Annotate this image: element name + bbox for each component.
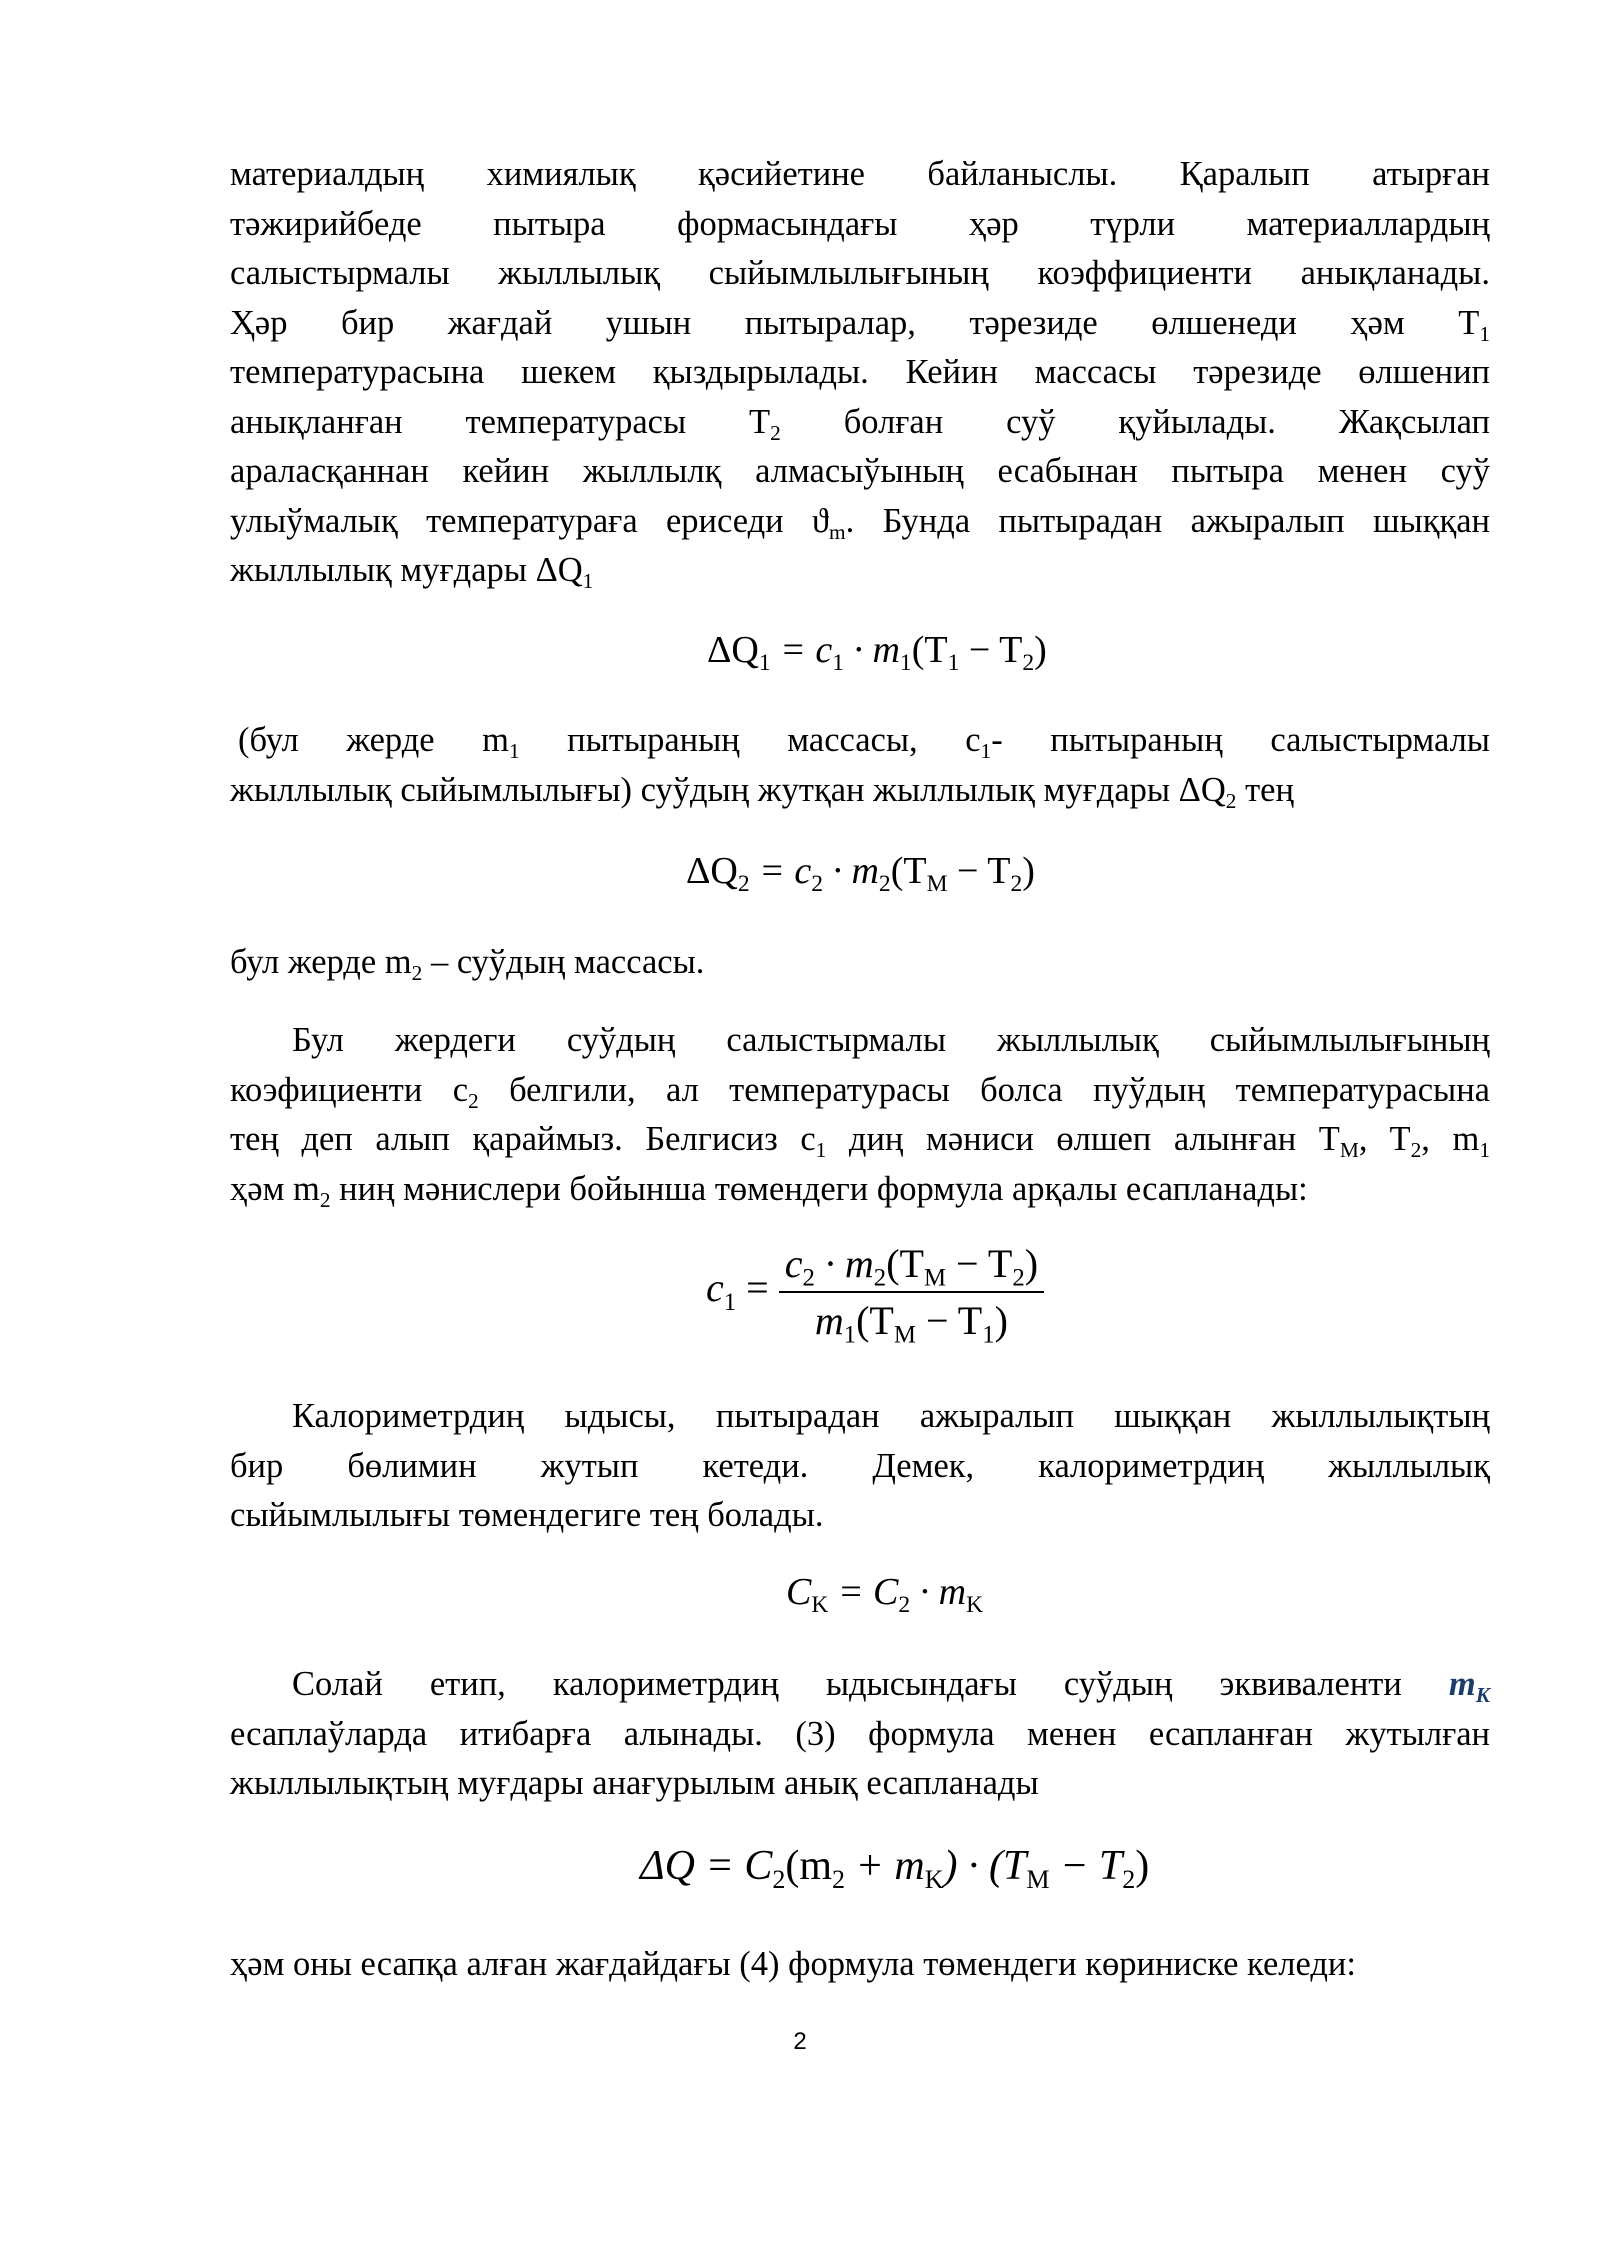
text-line: Ҳәр бир жағдай ушын пытыралар, тәрезиде өлшенеди ҳәм $T_1$ bbox=[230, 303, 1490, 346]
formula-c1: $c_1$ = $\frac{c_2 \cdot m_2(T_M - T_2)}{m_1(T_M - T_1)}$ bbox=[706, 1240, 1044, 1344]
text-line: Бул жердеги суўдың салыстырмалы жыллылық сыйымлылығының bbox=[292, 1021, 1490, 1059]
text-line: сыйымлылығы төмендегиге тең болады. bbox=[230, 1496, 824, 1534]
text-line: тәжирийбеде пытыра формасындағы ҳәр түрли материаллардың bbox=[230, 204, 1490, 243]
text-line: бул жерде $m_2$ – суўдың массасы. bbox=[230, 943, 705, 985]
paragraph-definitions bbox=[230, 716, 1490, 815]
paragraph-specific-heat bbox=[230, 1016, 1490, 1214]
formula-heat-q2: $\Delta Q_2 = c_2 \cdot m_2(T_M - T_2)$ bbox=[686, 850, 1035, 898]
text-line: ҳәм $m_2$ ниң мәнислери бойынша төмендеги формула арқалы есапланады: bbox=[230, 1169, 1308, 1212]
paragraph-water-equivalent bbox=[230, 1660, 1490, 1809]
text-line: жыллылық муғдары $\Delta Q_1$ bbox=[230, 551, 594, 593]
fraction-numerator: $c_2 \cdot m_2(T_M - T_2)$ bbox=[779, 1240, 1044, 1293]
text-line: салыстырмалы жыллылық сыйымлылығының коэффициенти анықланады. bbox=[230, 254, 1490, 292]
text-line: Солай етип, калориметрдиң ыдысындағы суўдың эквиваленти $m_K$ bbox=[292, 1665, 1490, 1707]
text-line: (бул жерде $m_1$ пытыраның массасы, $c_1-$ пытыраның салыстырмалы bbox=[238, 721, 1490, 763]
fraction-denominator: $m_1(T_M - T_1)$ bbox=[814, 1298, 1008, 1349]
text-line: тең деп алып қараймыз. Белгисиз $c_1$ диң мәниси өлшеп алынған $T_M$, $T_2$, $m_1$ bbox=[230, 1120, 1491, 1162]
text-line: жыллылықтың муғдары анағурылым анық есапланады bbox=[230, 1764, 1039, 1802]
paragraph-intro bbox=[230, 150, 1490, 596]
text-line: материалдың химиялық қәсийетине байланыслы. Қаралып атырған bbox=[230, 155, 1490, 193]
text-line: анықланған температурасы $T_2$ болған суў қуйылады. Жақсылап bbox=[230, 402, 1490, 445]
page-number: 2 bbox=[793, 2028, 807, 2055]
text-line: Калориметрдиң ыдысы, пытырадан ажыралып шыққан жыллылықтың bbox=[292, 1397, 1490, 1435]
paragraph-calorimeter bbox=[230, 1392, 1490, 1541]
text-line: есаплаўларда итибарға алынады. (3) формула менен есапланған жутылған bbox=[230, 1714, 1490, 1753]
formula-delta-q: $\Delta Q = C_2(m_2 + m_K) \cdot (T_M - T_2)$ bbox=[640, 1843, 1150, 1895]
text-line: температурасына шекем қыздырылады. Кейин массасы тәрезиде өлшенип bbox=[230, 353, 1490, 391]
text-line: коэфициенти $c_2$ белгили, ал температурасы болса пуўдың температурасына bbox=[230, 1070, 1490, 1113]
formula-ck: $C_K = C_2 \cdot m_K$ bbox=[786, 1571, 984, 1619]
paragraph-water-mass bbox=[230, 938, 1490, 988]
text-line: бир бөлимин жутып кетеди. Демек, калориметрдиң жыллылық bbox=[230, 1446, 1490, 1485]
formula-heat-q1: $\Delta Q_1 = c_1 \cdot m_1(T_1 - T_2)$ bbox=[707, 629, 1047, 677]
fraction bbox=[779, 1240, 1044, 1349]
text-line: араласқаннан кейин жыллылқ алмасыўының есабынан пытыра менен суў bbox=[230, 452, 1490, 490]
paragraph-conclusion bbox=[230, 1940, 1490, 1990]
text-line: жыллылық сыйымлылығы) суўдың жутқан жыллылық муғдары $\Delta Q_2$ тең bbox=[230, 770, 1294, 813]
mk-symbol-icon: $m_K$ bbox=[1448, 1665, 1490, 1707]
text-line: улыўмалық температураға ериседи $ϑ_m$. Бунда пытырадан ажыралып шыққан bbox=[230, 501, 1491, 544]
text-line: ҳәм оны есапқа алған жағдайдағы (4) формула төмендеги көриниске келеди: bbox=[230, 1945, 1356, 1983]
